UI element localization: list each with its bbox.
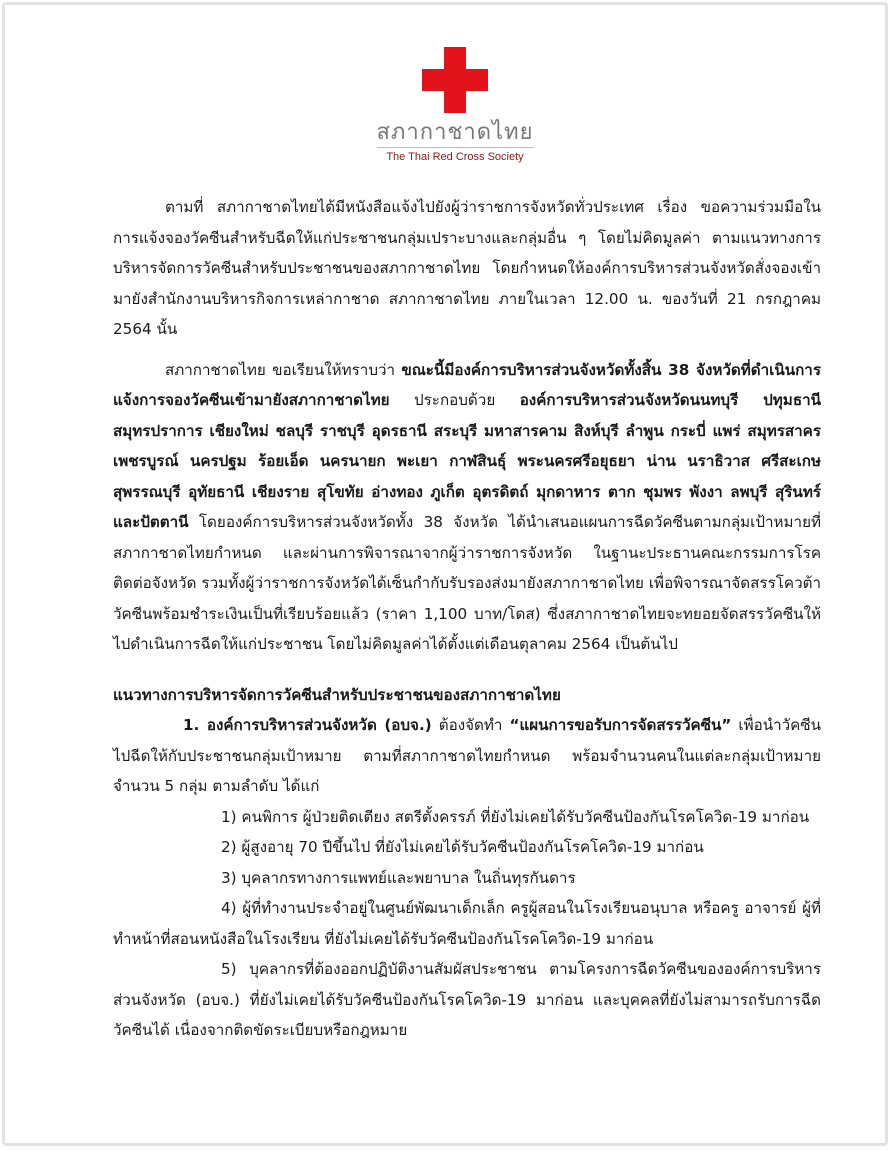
guideline-item-1-quote: “แผนการขอรับการจัดสรรวัคซีน” [509,716,732,734]
target-group-1: 1) คนพิการ ผู้ป่วยติดเตียง สตรีตั้งครรภ์ ที่ยังไม่เคยได้รับวัคซีนป้องกันโรคโควิด-19 มาก่อน [221,807,810,826]
document-page [2,2,888,1146]
paragraph-provinces-bold-count: ขณะนี้มีองค์การบริหารส่วนจังหวัดทั้งสิ้น 38 จังหวัดที่ดำเนินการแจ้งการจองวัคซีนเข้ามายังสภากาชาดไทย [113,360,821,409]
paragraph-provinces [113,355,821,660]
paragraph-intro: ตามที่ สภากาชาดไทยได้มีหนังสือแจ้งไปยังผู้ว่าราชการจังหวัดทั่วประเทศ เรื่อง ขอความร่วมมือในการแจ้งจองวัคซีนสำหรับฉีดให้แก่ประชาชนกลุ่มเปราะบางและกลุ่มอื่น ๆ โดยไม่คิดมูลค่า ตามแนวทางการบริหารจัดการวัคซีนสำหรับประชาชนของสภากาชาดไทย โดยกำหนดให้องค์การบริหารส่วนจังหวัดสั่งจองเข้ามายังสำนักงานบริหารกิจการเหล่ากาชาด สภากาชาดไทย ภายในเวลา 12.00 น. ของวันที่ 21 กรกฎาคม 2564 นั้น [113,198,821,338]
red-cross-icon [422,47,488,113]
logo-name-thai: สภากาชาดไทย [377,121,534,148]
target-group-3: 3) บุคลากรทางการแพทย์และพยาบาล ในถิ่นทุรกันดาร [221,868,576,887]
guideline-item-1-lead: 1. องค์การบริหารส่วนจังหวัด (อบจ.) [183,716,432,734]
guideline-item-1 [113,710,821,802]
logo-name-english: The Thai Red Cross Society [386,151,524,163]
target-group-5: 5) บุคลากรที่ต้องออกปฏิบัติงานสัมผัสประชาชน ตามโครงการฉีดวัคซีนขององค์การบริหารส่วนจังหวัด (อบจ.) ที่ยังไม่เคยได้รับวัคซีนป้องกันโรคโควิด-19 มาก่อน และบุคคลที่ยังไม่สามารถรับการฉีดวัคซีนได้ เนื่องจากติดขัดระเบียบหรือกฎหมาย [113,960,821,1039]
letter-body [113,192,821,1046]
province-list: องค์การบริหารส่วนจังหวัดนนทบุรี ปทุมธานี สมุทรปราการ เชียงใหม่ ชลบุรี ราชบุรี อุดรธานี สระบุรี มหาสารคาม สิงห์บุรี ลำพูน กระบี่ แพร่ สมุทรสาคร เพชรบูรณ์ นครปฐม ร้อยเอ็ด นครนายก พะเยา กาฬสินธุ์ พระนครศรีอยุธยา น่าน นราธิวาส ศรีสะเกษ สุพรรณบุรี อุทัยธานี เชียงราย สุโขทัย อ่างทอง ภูเก็ต อุตรดิตถ์ มุกดาหาร ตาก ชุมพร พังงา ลพบุรี สุรินทร์ และปัตตานี [113,391,821,531]
target-group-4: 4) ผู้ที่ทำงานประจำอยู่ในศูนย์พัฒนาเด็กเล็ก ครูผู้สอนในโรงเรียนอนุบาล หรือครู อาจารย์ ผู้ที่ทำหน้าที่สอนหนังสือในโรงเรียน ที่ยังไม่เคยได้รับวัคซีนป้องกันโรคโควิด-19 มาก่อน [113,899,821,948]
paragraph-provinces-mid: ประกอบด้วย [389,391,520,409]
paragraph-provinces-intro: สภากาชาดไทย ขอเรียนให้ทราบว่า [165,360,402,379]
paragraph-provinces-rest: โดยองค์การบริหารส่วนจังหวัดทั้ง 38 จังหวัด ได้นำเสนอแผนการฉีดวัคซีนตามกลุ่มเป้าหมายที่สภากาชาดไทยกำหนด และผ่านการพิจารณาจากผู้ว่าราชการจังหวัด ในฐานะประธานคณะกรรมการโรคติดต่อจังหวัด รวมทั้งผู้ว่าราชการจังหวัดได้เซ็นกำกับรับรองส่งมายังสภากาชาดไทย เพื่อพิจารณาจัดสรรโควต้าวัคซีนพร้อมชำระเงินเป็นที่เรียบร้อยแล้ว (ราคา 1,100 บาท/โดส) ซึ่งสภากาชาดไทยจะทยอยจัดสรรวัคซีนให้ไปดำเนินการฉีดให้แก่ประชาชน โดยไม่คิดมูลค่าได้ตั้งแต่เดือนตุลาคม 2564 เป็นต้นไป [113,513,821,653]
guideline-item-1-text-b: เพื่อนำวัคซีนไปฉีดให้กับประชาชนกลุ่มเป้าหมาย ตามที่สภากาชาดไทยกำหนด พร้อมจำนวนคนในแต่ละกลุ่มเป้าหมาย จำนวน 5 กลุ่ม ตามลำดับ ได้แก่ [113,716,821,795]
thai-red-cross-logo [365,47,545,164]
target-group-2: 2) ผู้สูงอายุ 70 ปีขึ้นไป ที่ยังไม่เคยได้รับวัคซีนป้องกันโรคโควิด-19 มาก่อน [221,838,704,856]
guideline-item-1-text-a: ต้องจัดทำ [431,716,510,734]
section-heading: แนวทางการบริหารจัดการวัคซีนสำหรับประชาชนของสภากาชาดไทย [113,685,561,704]
